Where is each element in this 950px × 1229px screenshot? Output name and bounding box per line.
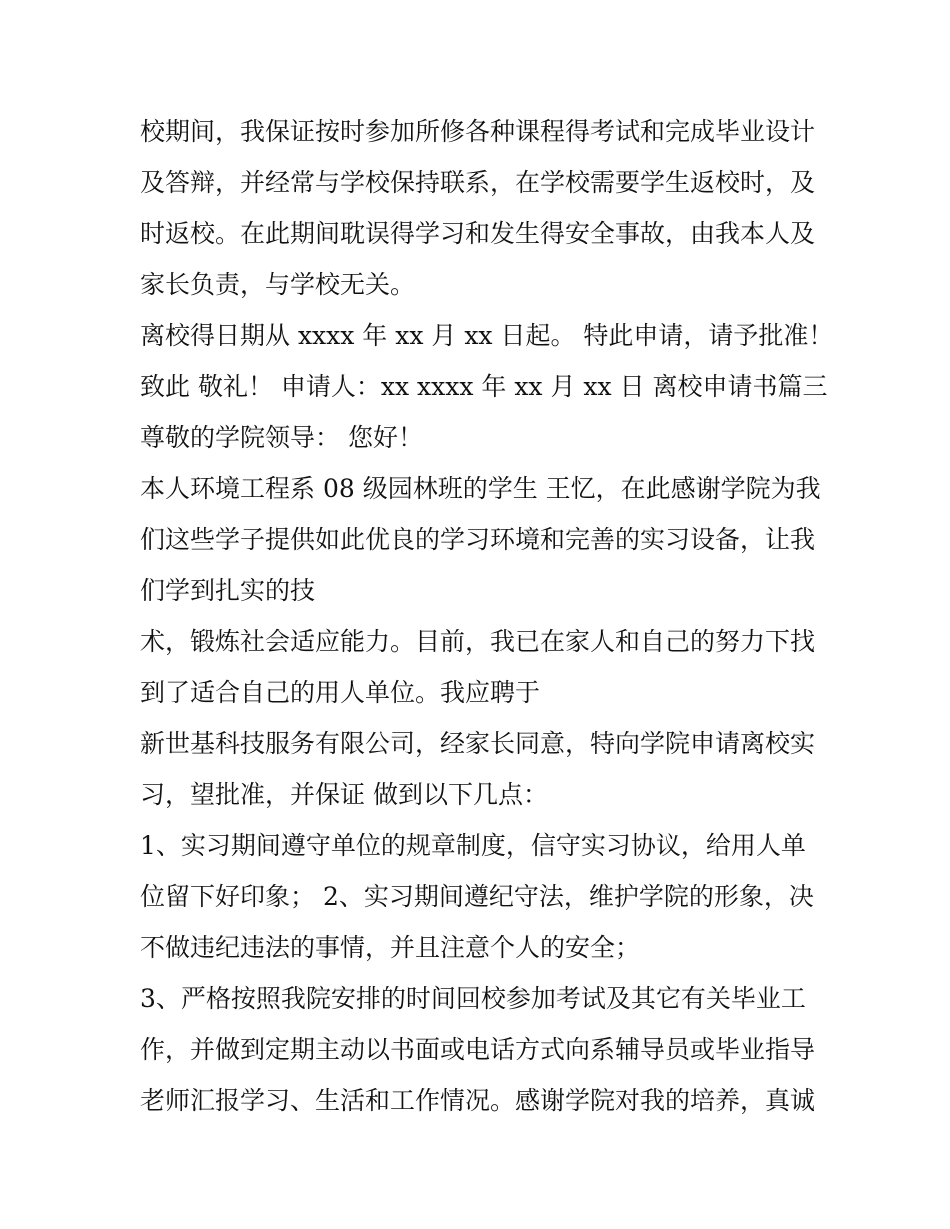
text-line: 新世基科技服务有限公司，经家长同意，特向学院申请离校实 <box>140 729 816 758</box>
text-line: 不做违纪违法的事情，并且注意个人的安全； <box>140 933 641 962</box>
text-line: 致此 敬礼！ 申请人：xx xxxx 年 xx 月 xx 日 离校申请书篇三 <box>140 372 828 401</box>
text-line: 们学到扎实的技 <box>140 576 316 605</box>
text-line: 尊敬的学院领导： 您好！ <box>140 423 423 452</box>
text-line: 1、实习期间遵守单位的规章制度，信守实习协议，给用人单 <box>140 831 806 860</box>
text-line: 习，望批准，并保证 做到以下几点： <box>140 780 548 809</box>
text-line: 本人环境工程系 08 级园林班的学生 王忆，在此感谢学院为我 <box>140 474 821 503</box>
document-body <box>140 106 840 1126</box>
text-line: 及答辩，并经常与学校保持联系，在学校需要学生返校时，及 <box>140 168 816 197</box>
text-line: 术，锻炼社会适应能力。目前，我已在家人和自己的努力下找 <box>140 627 816 656</box>
text-line: 离校得日期从 xxxx 年 xx 月 xx 日起。 特此申请，请予批准！ <box>140 321 834 350</box>
text-line: 校期间，我保证按时参加所修各种课程得考试和完成毕业设计 <box>140 117 816 146</box>
text-line: 作，并做到定期主动以书面或电话方式向系辅导员或毕业指导 <box>140 1035 816 1064</box>
text-line: 位留下好印象； 2、实习期间遵纪守法，维护学院的形象，决 <box>140 882 814 911</box>
text-line: 家长负责，与学校无关。 <box>140 270 416 299</box>
text-line: 时返校。在此期间耽误得学习和发生得安全事故，由我本人及 <box>140 219 816 248</box>
text-line: 们这些学子提供如此优良的学习环境和完善的实习设备，让我 <box>140 525 816 554</box>
text-line: 3、严格按照我院安排的时间回校参加考试及其它有关毕业工 <box>140 984 806 1013</box>
text-line: 老师汇报学习、生活和工作情况。感谢学院对我的培养，真诚 <box>140 1086 816 1115</box>
text-line: 到了适合自己的用人单位。我应聘于 <box>140 678 541 707</box>
